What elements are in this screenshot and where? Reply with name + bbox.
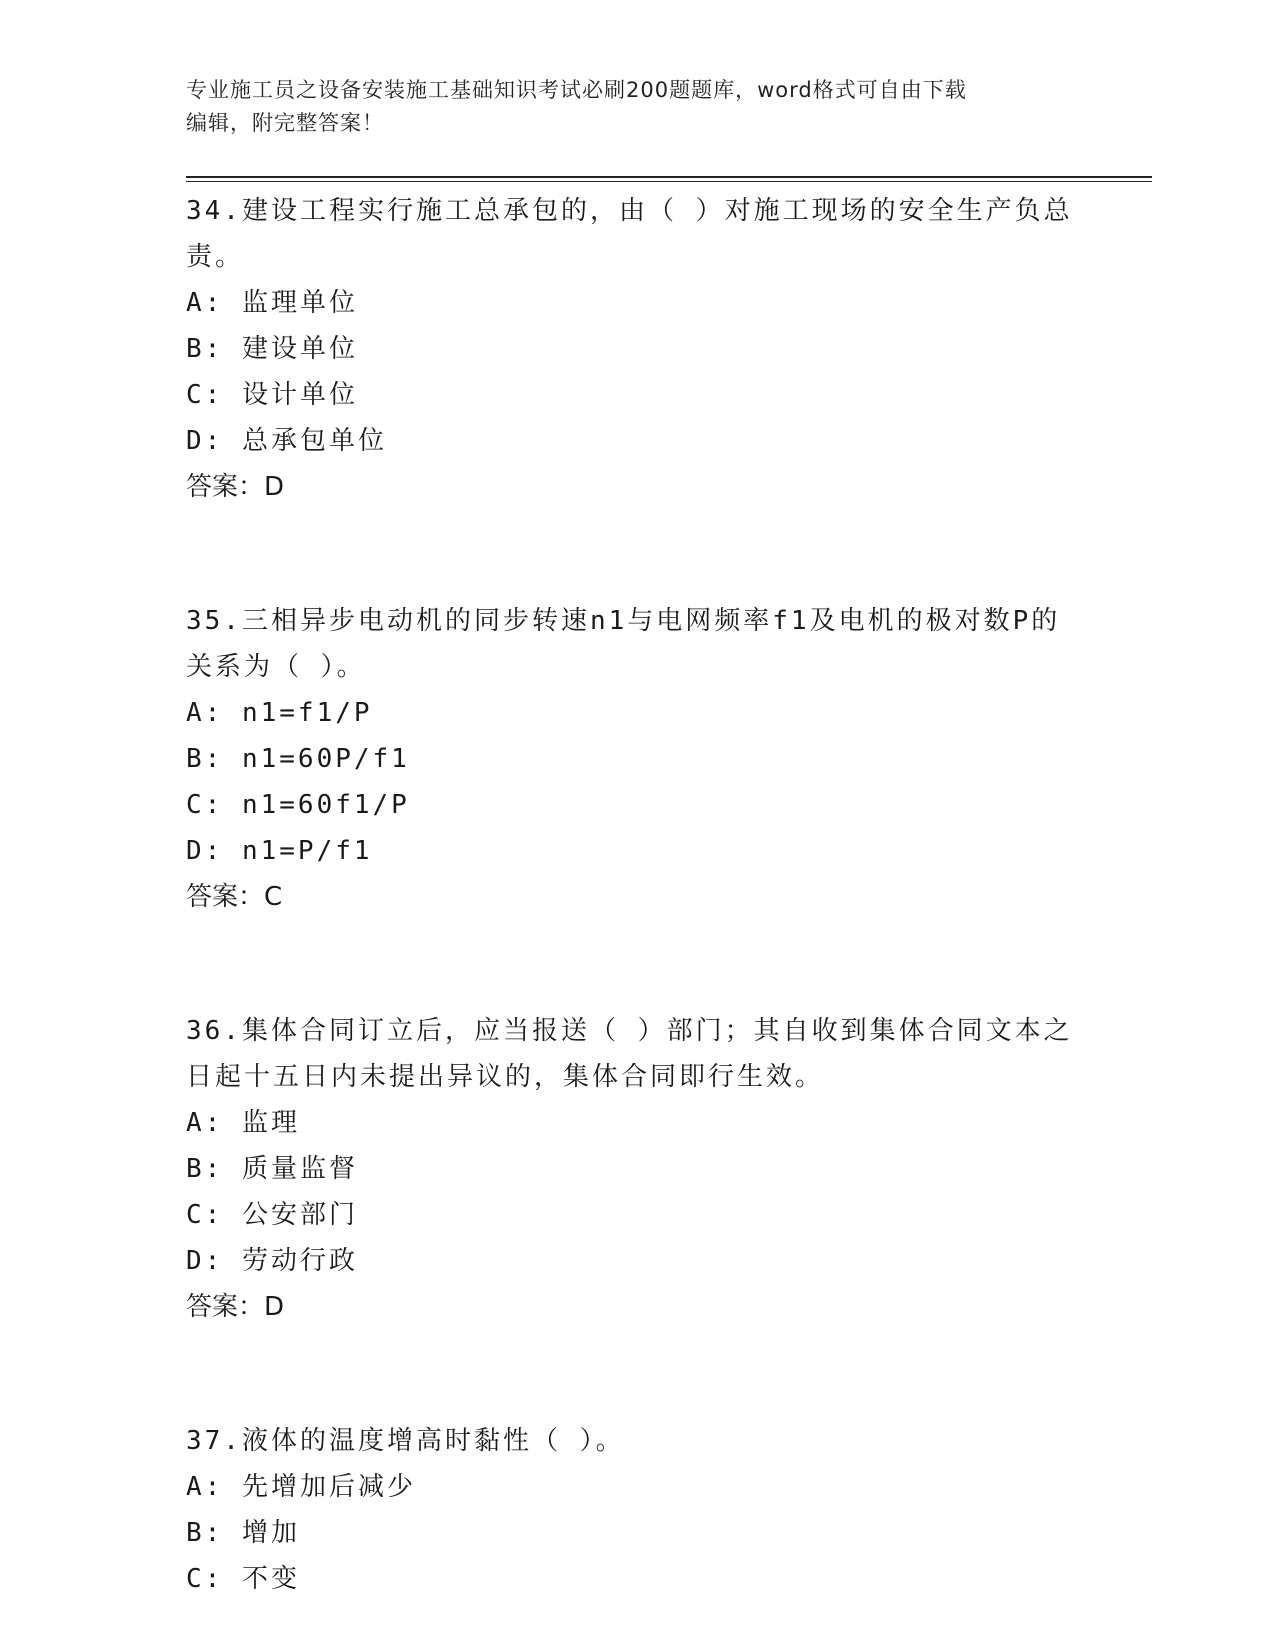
answer-text: 答案：D xyxy=(186,472,285,502)
option-b: B: 增加 xyxy=(186,1518,300,1548)
question-stem-continued: 关系为（ ）。 xyxy=(186,652,366,682)
question-list xyxy=(186,188,1086,1602)
question-spacer xyxy=(186,1330,1086,1418)
option-d: D: 总承包单位 xyxy=(186,426,387,456)
question-stem: 34.建设工程实行施工总承包的，由（ ）对施工现场的安全生产负总 xyxy=(186,196,1073,226)
question-spacer xyxy=(186,510,1086,598)
option-c: C: n1=60f1/P xyxy=(186,790,410,820)
question-stem: 36.集体合同订立后，应当报送（ ）部门；其自收到集体合同文本之 xyxy=(186,1016,1073,1046)
question-spacer xyxy=(186,920,1086,1008)
question-37 xyxy=(186,1418,1086,1602)
question-stem-continued: 日起十五日内未提出异议的，集体合同即行生效。 xyxy=(186,1062,825,1092)
question-stem: 37.液体的温度增高时黏性（ ）。 xyxy=(186,1426,625,1456)
answer-text: 答案：C xyxy=(186,882,283,912)
option-c: C: 不变 xyxy=(186,1564,300,1594)
option-b: B: 建设单位 xyxy=(186,334,358,364)
option-c: C: 设计单位 xyxy=(186,380,358,410)
option-a: A: 先增加后减少 xyxy=(186,1472,416,1502)
option-a: A: 监理单位 xyxy=(186,288,358,318)
question-34 xyxy=(186,188,1086,510)
header-line-1: 专业施工员之设备安装施工基础知识考试必刷200题题库，word格式可自由下载 xyxy=(186,78,967,102)
option-a: A: 监理 xyxy=(186,1108,300,1138)
option-d: D: 劳动行政 xyxy=(186,1246,358,1276)
question-35 xyxy=(186,598,1086,920)
header-divider xyxy=(186,176,1152,182)
question-36 xyxy=(186,1008,1086,1330)
question-stem: 35.三相异步电动机的同步转速n1与电网频率f1及电机的极对数P的 xyxy=(186,606,1061,636)
option-b: B: 质量监督 xyxy=(186,1154,358,1184)
header-line-2: 编辑，附完整答案！ xyxy=(186,111,384,135)
option-c: C: 公安部门 xyxy=(186,1200,358,1230)
question-stem-continued: 责。 xyxy=(186,242,245,272)
option-a: A: n1=f1/P xyxy=(186,698,373,728)
option-b: B: n1=60P/f1 xyxy=(186,744,410,774)
answer-text: 答案：D xyxy=(186,1292,285,1322)
option-d: D: n1=P/f1 xyxy=(186,836,373,866)
document-header xyxy=(186,74,1066,140)
